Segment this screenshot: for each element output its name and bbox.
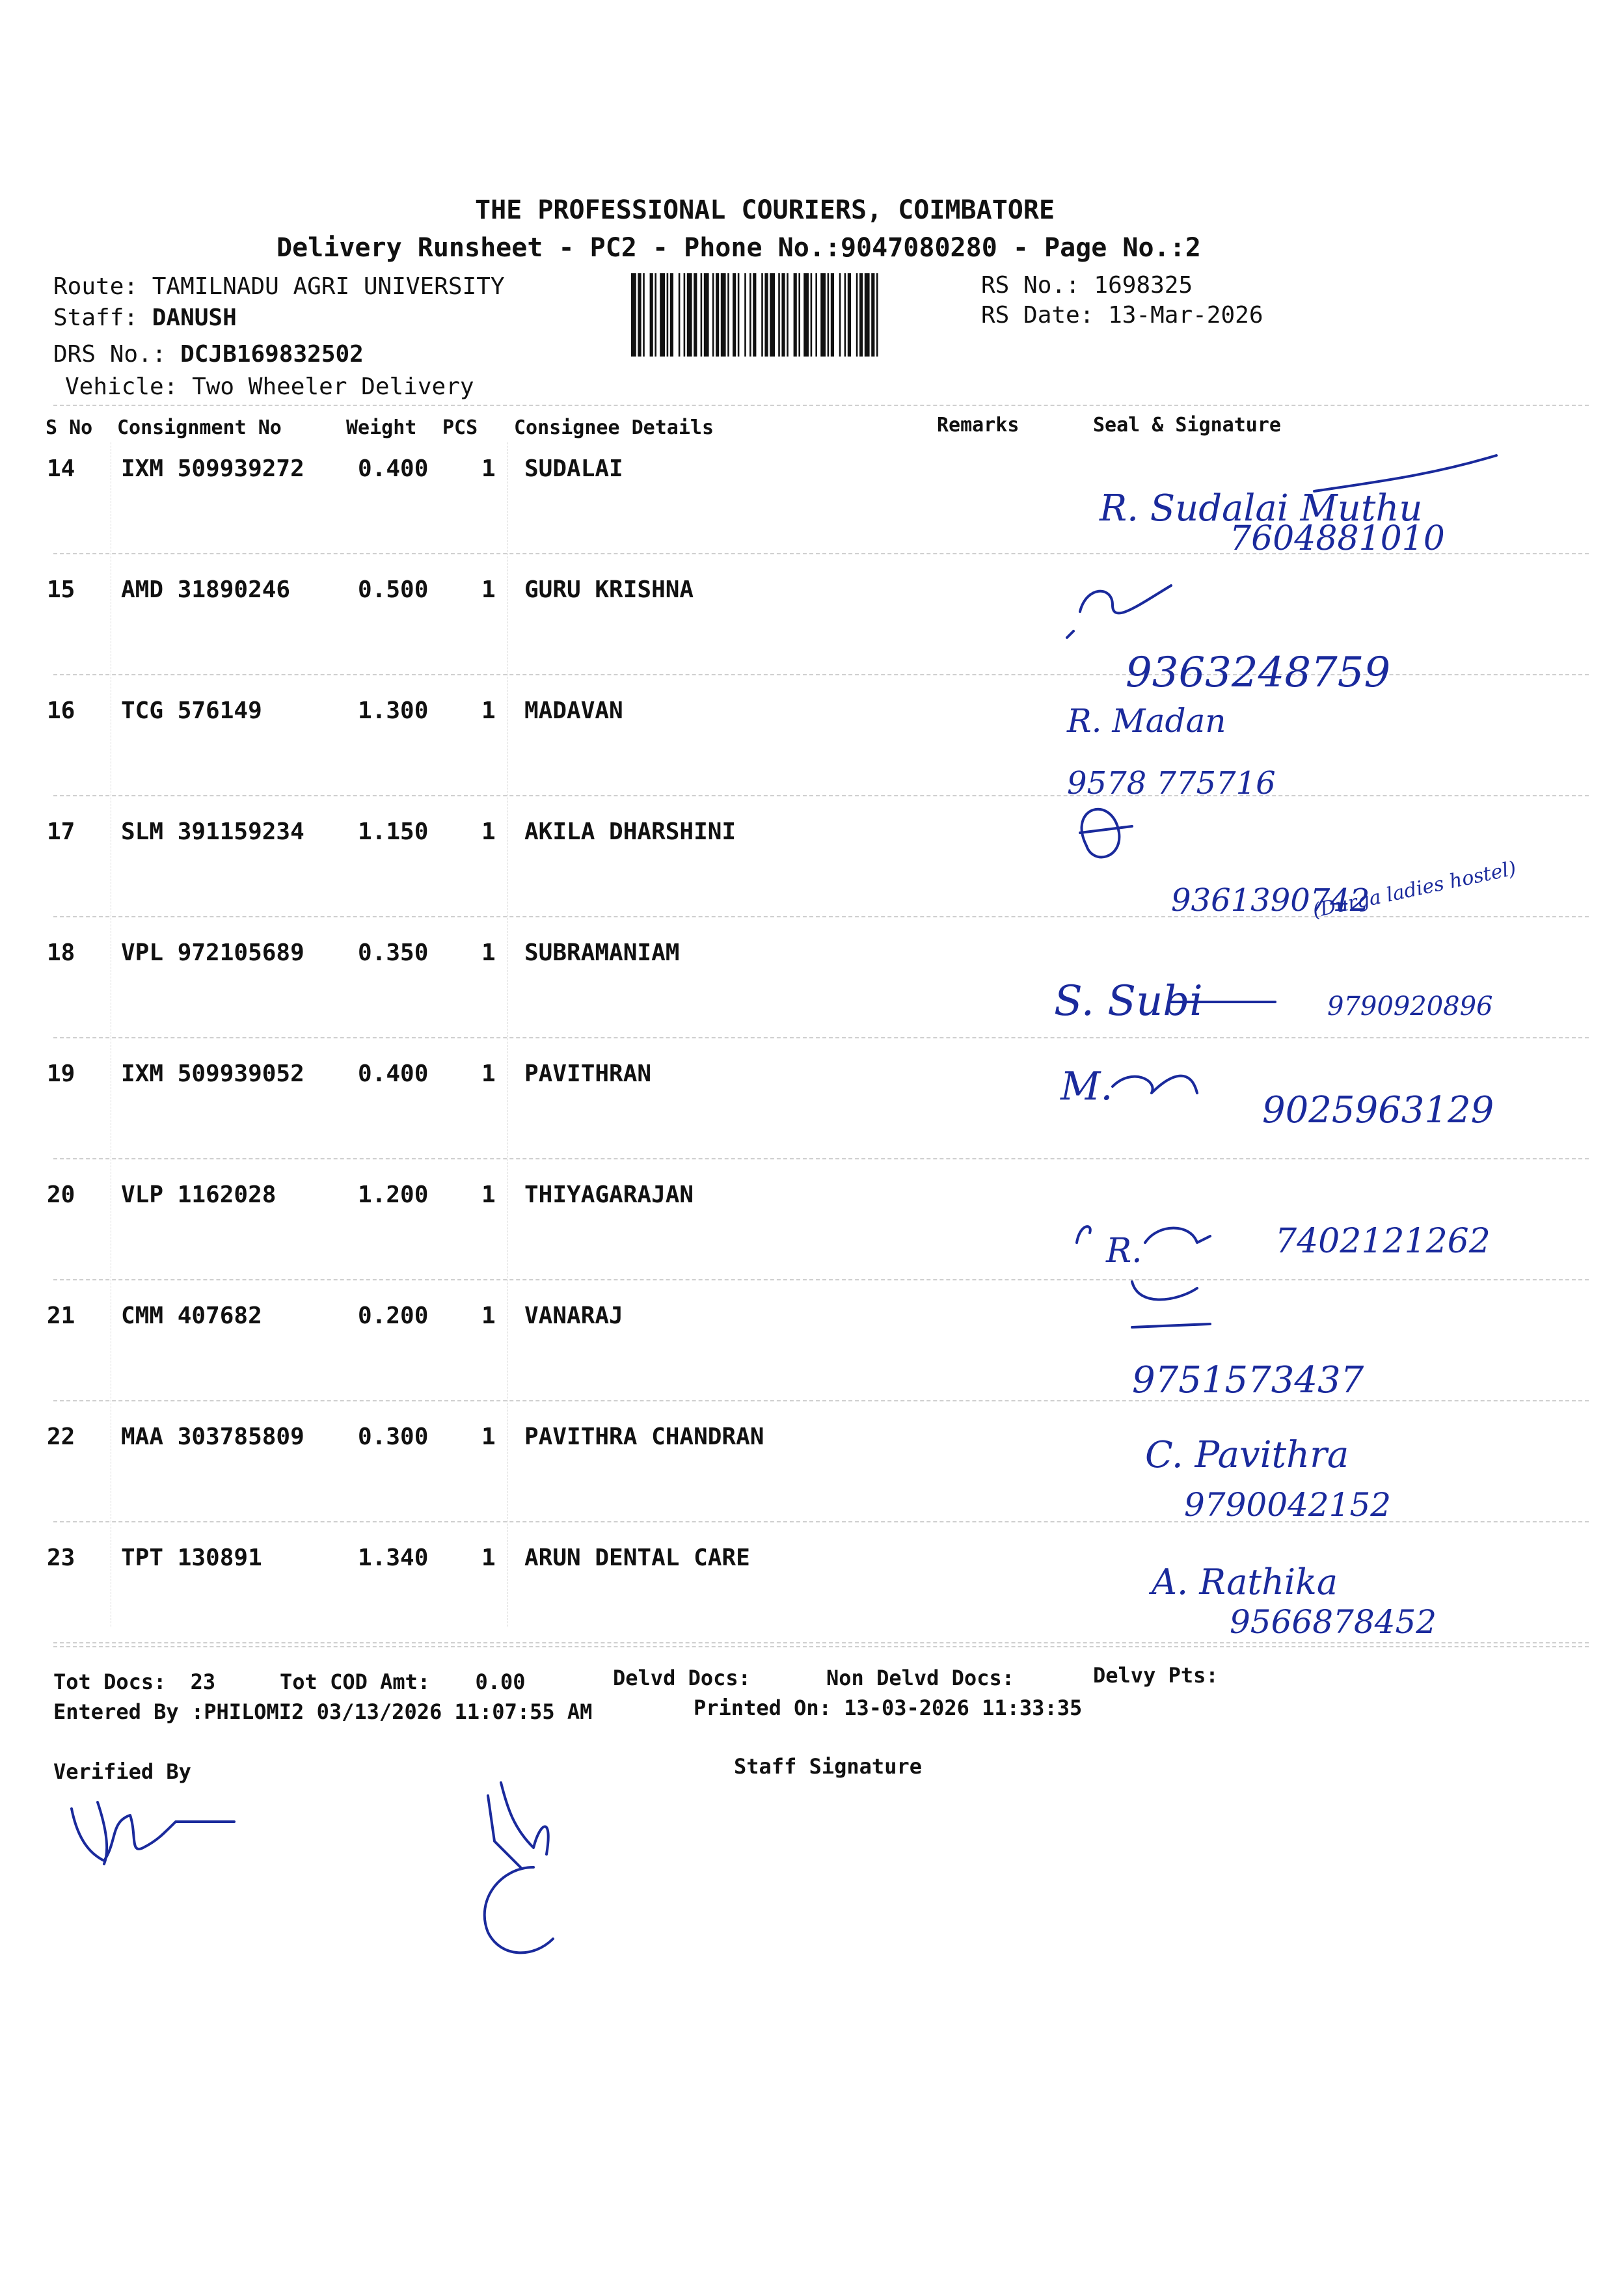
- tot-cod-value: 0.00: [475, 1669, 526, 1694]
- row-pcs: 1: [481, 1182, 496, 1208]
- row-pcs: 1: [481, 697, 496, 724]
- row-consignee: VANARAJ: [524, 1303, 623, 1329]
- barcode-bar: [844, 273, 846, 357]
- rs-no-line: [981, 272, 1193, 299]
- tot-cod-label: Tot COD Amt:: [280, 1669, 431, 1694]
- row-sno: 20: [47, 1182, 75, 1208]
- barcode-bar: [794, 273, 797, 357]
- vehicle-label: Vehicle:: [65, 373, 178, 400]
- rs-no-label: RS No.:: [981, 272, 1080, 299]
- row-pcs: 1: [481, 939, 496, 966]
- handwritten-name: S. Subi: [1054, 977, 1203, 1025]
- col-weight: Weight: [346, 416, 417, 439]
- barcode-bar: [684, 273, 686, 357]
- handwritten-name: R. Madan: [1067, 702, 1226, 740]
- handwritten-phone: 7402121262: [1275, 1222, 1491, 1261]
- row-sno: 16: [47, 697, 75, 724]
- row-consignment-no: IXM 509939272: [121, 455, 304, 482]
- barcode-bar: [820, 273, 826, 357]
- handwritten-phone: 9025963129: [1262, 1089, 1494, 1131]
- signature-mark: [1077, 1226, 1090, 1243]
- barcode-bar: [721, 273, 726, 357]
- row-weight: 0.200: [358, 1303, 429, 1329]
- row-rule: [53, 1642, 1589, 1643]
- barcode-bar: [704, 273, 709, 357]
- barcode-bar: [803, 273, 809, 357]
- barcode-bar: [749, 273, 751, 357]
- barcode-bar: [815, 273, 817, 357]
- col-consignee: Consignee Details: [514, 416, 714, 439]
- barcode-bar: [744, 273, 746, 357]
- row-weight: 1.150: [358, 818, 429, 845]
- row-weight: 1.340: [358, 1545, 429, 1571]
- handwritten-phone: 9790920896: [1327, 992, 1493, 1021]
- handwritten-name: R.: [1106, 1232, 1142, 1271]
- handwritten-name: C. Pavithra: [1145, 1434, 1349, 1476]
- barcode-bar: [764, 273, 768, 357]
- col-consignment: Consignment No: [117, 416, 282, 439]
- verified-by-signature: [59, 1783, 254, 1887]
- handwritten-phone: 9363248759: [1126, 649, 1391, 697]
- row-pcs: 1: [481, 455, 496, 482]
- company-title: THE PROFESSIONAL COURIERS, COIMBATORE: [475, 195, 1055, 225]
- barcode-bar: [828, 273, 830, 357]
- barcode-bar: [831, 273, 834, 357]
- barcode-bar: [770, 273, 775, 357]
- row-sno: 17: [47, 818, 75, 845]
- handwritten-name: A. Rathika: [1152, 1561, 1338, 1602]
- barcode-bar: [643, 273, 645, 357]
- barcode-bar: [712, 273, 714, 357]
- barcode-bar: [865, 273, 870, 357]
- col-divider: [507, 442, 508, 1627]
- row-consignee: PAVITHRA CHANDRAN: [524, 1424, 764, 1450]
- barcode-bar: [670, 273, 673, 357]
- row-consignee: MADAVAN: [524, 697, 623, 724]
- row-pcs: 1: [481, 1545, 496, 1571]
- signature-mark: [1080, 809, 1132, 858]
- row-consignment-no: MAA 303785809: [121, 1424, 304, 1450]
- barcode-bar: [859, 273, 863, 357]
- barcode-bar: [727, 273, 729, 357]
- delvd-docs-label: Delvd Docs:: [613, 1666, 751, 1690]
- tot-docs-value: 23: [190, 1669, 216, 1694]
- barcode-bar: [871, 273, 874, 357]
- handwritten-phone: 9566878452: [1230, 1603, 1437, 1640]
- row-consignment-no: CMM 407682: [121, 1303, 262, 1329]
- barcode-bar: [761, 273, 763, 357]
- non-delvd-docs-label: Non Delvd Docs:: [826, 1666, 1014, 1690]
- row-sno: 14: [47, 455, 75, 482]
- row-weight: 1.300: [358, 697, 429, 724]
- row-consignee: THIYAGARAJAN: [524, 1182, 694, 1208]
- staff-signature-label: Staff Signature: [734, 1754, 922, 1779]
- row-consignment-no: TCG 576149: [121, 697, 262, 724]
- row-pcs: 1: [481, 1424, 496, 1450]
- handwritten-note: (Durga ladies hostel): [1310, 857, 1519, 923]
- row-consignment-no: AMD 31890246: [121, 576, 291, 603]
- barcode-bar: [733, 273, 736, 357]
- signature-mark: [1132, 1282, 1210, 1327]
- row-pcs: 1: [481, 576, 496, 603]
- row-sno: 19: [47, 1060, 75, 1087]
- row-consignment-no: TPT 130891: [121, 1545, 262, 1571]
- vehicle-line: [65, 373, 474, 400]
- col-pcs: PCS: [442, 416, 478, 439]
- barcode-bar: [778, 273, 780, 357]
- barcode-bar: [701, 273, 703, 357]
- col-remarks: Remarks: [937, 414, 1019, 437]
- row-sno: 22: [47, 1424, 75, 1450]
- row-consignment-no: SLM 391159234: [121, 818, 304, 845]
- drs-line: [53, 341, 364, 368]
- verified-by-label: Verified By: [53, 1759, 191, 1784]
- barcode-bar: [638, 273, 641, 357]
- row-consignee: PAVITHRAN: [524, 1060, 652, 1087]
- row-sno: 23: [47, 1545, 75, 1571]
- staff-label: Staff:: [53, 304, 139, 331]
- row-consignment-no: IXM 509939052: [121, 1060, 304, 1087]
- handwritten-phone: 9361390742: [1171, 882, 1370, 919]
- tot-docs-label: Tot Docs:: [53, 1669, 167, 1694]
- tot-cod: [280, 1669, 526, 1694]
- table-bottom-rule: [53, 1646, 1589, 1647]
- barcode-bar: [753, 273, 756, 357]
- drs-value: DCJB169832502: [180, 341, 364, 368]
- row-sno: 15: [47, 576, 75, 603]
- row-sno: 18: [47, 939, 75, 966]
- barcode-bar: [679, 273, 681, 357]
- drs-label: DRS No.:: [53, 341, 167, 368]
- row-consignee: SUBRAMANIAM: [524, 939, 680, 966]
- handwritten-phone: 9751573437: [1132, 1359, 1364, 1401]
- barcode-bar: [660, 273, 665, 357]
- row-weight: 0.400: [358, 1060, 429, 1087]
- entered-by: Entered By :PHILOMI2 03/13/2026 11:07:55 AM: [53, 1699, 593, 1724]
- runsheet-subtitle: Delivery Runsheet - PC2 - Phone No.:9047080280 - Page No.:2: [277, 233, 1201, 263]
- barcode-bar: [667, 273, 669, 357]
- barcode-bar: [655, 273, 656, 357]
- signature-mark: [1067, 586, 1171, 638]
- row-weight: 0.400: [358, 455, 429, 482]
- barcode-bar: [631, 273, 636, 357]
- route-label: Route:: [53, 273, 139, 300]
- row-consignee: ARUN DENTAL CARE: [524, 1545, 750, 1571]
- barcode-bar: [781, 273, 785, 357]
- tot-docs: [53, 1669, 215, 1694]
- barcode-bar: [650, 273, 653, 357]
- barcode-bar: [811, 273, 813, 357]
- handwritten-phone: 9790042152: [1184, 1486, 1392, 1524]
- barcode-bar: [787, 273, 789, 357]
- barcode-bar: [738, 273, 740, 357]
- barcode-bar: [876, 273, 878, 357]
- row-sno: 21: [47, 1303, 75, 1329]
- row-consignee: SUDALAI: [524, 455, 623, 482]
- delvy-pts-label: Delvy Pts:: [1093, 1663, 1219, 1688]
- row-consignment-no: VLP 1162028: [121, 1182, 277, 1208]
- row-weight: 0.350: [358, 939, 429, 966]
- rs-date-line: [981, 302, 1263, 329]
- barcode-bar: [694, 273, 697, 357]
- col-sno: S No: [46, 416, 93, 439]
- col-seal: Seal & Signature: [1093, 414, 1281, 437]
- row-weight: 0.300: [358, 1424, 429, 1450]
- row-consignee: AKILA DHARSHINI: [524, 818, 736, 845]
- signature-flourish: [1145, 1228, 1210, 1243]
- vehicle-value: Two Wheeler Delivery: [192, 373, 474, 400]
- barcode-bar: [716, 273, 719, 357]
- row-weight: 0.500: [358, 576, 429, 603]
- barcode-bar: [839, 273, 841, 357]
- handwritten-phone: 9578 775716: [1067, 765, 1276, 802]
- staff-signature-mark: [449, 1770, 579, 1965]
- route-line: [53, 273, 505, 300]
- rs-date-label: RS Date:: [981, 302, 1094, 329]
- barcode: [631, 273, 976, 358]
- rs-no-value: 1698325: [1094, 272, 1193, 299]
- signature-flourish: [1314, 455, 1496, 491]
- barcode-bar: [856, 273, 858, 357]
- barcode-bar: [798, 273, 800, 357]
- row-pcs: 1: [481, 1060, 496, 1087]
- printed-on: Printed On: 13-03-2026 11:33:35: [694, 1695, 1083, 1720]
- staff-value: DANUSH: [152, 304, 237, 331]
- signature-mark: [1113, 1076, 1197, 1093]
- barcode-bar: [687, 273, 692, 357]
- route-value: TAMILNADU AGRI UNIVERSITY: [152, 273, 505, 300]
- row-pcs: 1: [481, 818, 496, 845]
- staff-line: [53, 304, 237, 331]
- row-weight: 1.200: [358, 1182, 429, 1208]
- barcode-bar: [848, 273, 851, 357]
- handwritten-name: R. Sudalai Muthu: [1100, 487, 1423, 530]
- row-consignment-no: VPL 972105689: [121, 939, 304, 966]
- rs-date-value: 13-Mar-2026: [1108, 302, 1263, 329]
- handwritten-name: M.: [1060, 1064, 1113, 1109]
- row-consignee: GURU KRISHNA: [524, 576, 694, 603]
- handwritten-signatures: [1041, 442, 1613, 1640]
- row-pcs: 1: [481, 1303, 496, 1329]
- handwritten-phone: 7604881010: [1230, 519, 1445, 558]
- table-top-rule: [53, 405, 1589, 406]
